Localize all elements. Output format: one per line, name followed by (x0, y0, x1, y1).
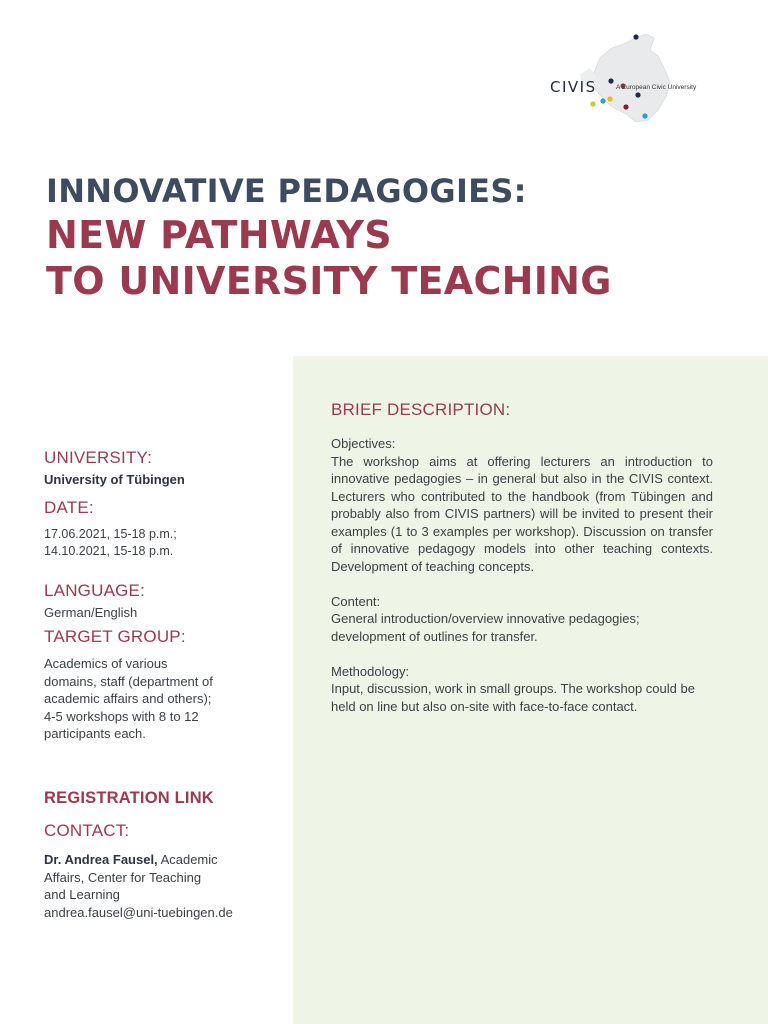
logo-tagline: A European Civic University (616, 84, 697, 91)
methodology-text: Input, discussion, work in small groups. The workshop could be held on line but also on-site with face-to-face contact. (331, 681, 695, 714)
title-line-3: TO UNIVERSITY TEACHING (46, 259, 612, 303)
target-line-5: participants each. (44, 726, 146, 741)
content-label: Content: (331, 593, 381, 609)
date-label: DATE: (44, 498, 94, 517)
date-line-2: 14.10.2021, 15-18 p.m. (44, 544, 174, 558)
logo-dot (635, 92, 640, 97)
contact-line-1 (44, 851, 254, 869)
contact-email-link[interactable]: andrea.fausel@uni-tuebingen.de (44, 905, 233, 920)
civis-logo (540, 30, 720, 130)
logo-wordmark: CIVIS (550, 78, 597, 96)
registration-link[interactable]: REGISTRATION LINK (44, 789, 214, 807)
content-text: General introduction/overview innovative pedagogies; development of outlines for transfer. (331, 611, 640, 644)
methodology-label: Methodology: (331, 663, 410, 679)
university-label: UNIVERSITY: (44, 448, 153, 467)
target-line-1: Academics of various (44, 656, 168, 671)
logo-dot (608, 78, 613, 83)
logo-dot (623, 104, 628, 109)
date-line-1: 17.06.2021, 15-18 p.m.; (44, 527, 177, 541)
contact-role: Academic (157, 852, 218, 867)
target-line-3: academic affairs and others); (44, 691, 212, 706)
language-value: German/English (44, 605, 138, 620)
university-value: University of Tübingen (44, 472, 185, 487)
title-line-1: INNOVATIVE PEDAGOGIES: (46, 172, 527, 210)
page-title (46, 170, 746, 304)
target-group-label: TARGET GROUP: (44, 627, 186, 646)
logo-dot (590, 101, 595, 106)
contact-line-2: Affairs, Center for Teaching (44, 870, 202, 885)
title-line-2: NEW PATHWAYS (46, 213, 392, 257)
logo-dot (600, 98, 605, 103)
logo-dot (642, 113, 647, 118)
objectives-label: Objectives: (331, 436, 396, 451)
logo-dot (633, 34, 638, 39)
language-label: LANGUAGE: (44, 581, 145, 600)
contact-label: CONTACT: (44, 821, 130, 840)
target-line-2: domains, staff (department of (44, 674, 213, 689)
objectives-text: The workshop aims at offering lecturers an introduction to innovative pedagogies – in general but also in the CIVIS context. Lecturers who contributed to the handbook (from Tübingen and probably also from CIVIS partners) will be invited to present their examples (1 to 3 examples per workshop). Discussion on transfer of innovative pedagogy models into other teaching contexts. Development of teaching concepts. (331, 453, 713, 574)
contact-name: Dr. Andrea Fausel, (44, 852, 158, 867)
contact-line-3: and Learning (44, 887, 120, 902)
target-line-4: 4-5 workshops with 8 to 12 (44, 709, 199, 724)
brief-description-body (331, 435, 713, 733)
logo-dot (607, 96, 612, 101)
brief-description-heading: BRIEF DESCRIPTION: (331, 400, 511, 419)
